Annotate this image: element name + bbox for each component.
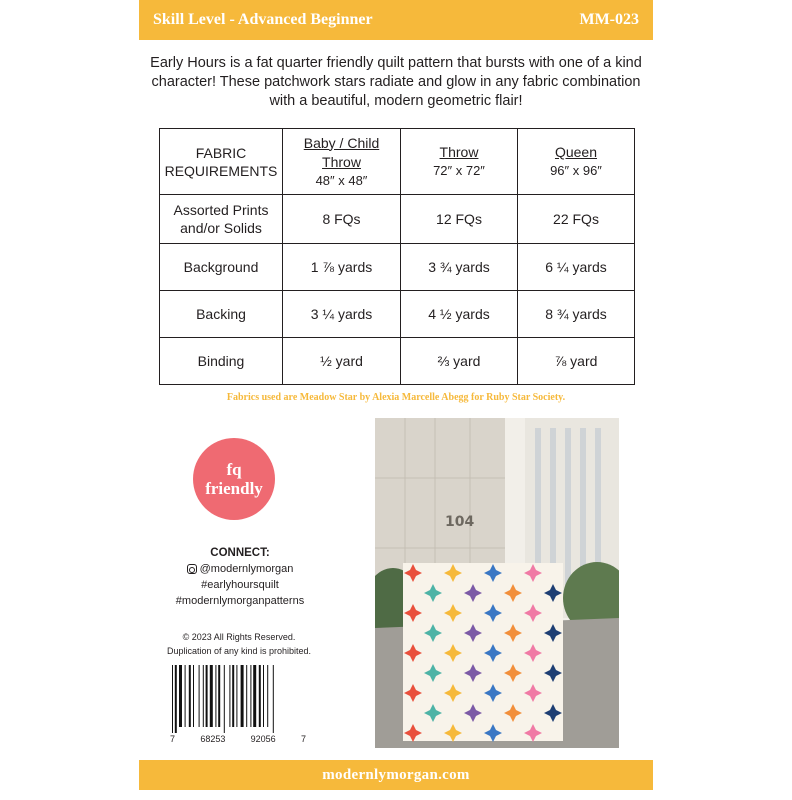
table-cell: 8 ¾ yards [518, 291, 635, 338]
table-row [160, 291, 635, 338]
barcode-bar [224, 665, 225, 733]
barcode-bar [241, 665, 244, 727]
barcode-bar [193, 665, 194, 727]
barcode-bar [246, 665, 247, 727]
footer-banner [139, 760, 653, 790]
barcode-bar [253, 665, 256, 727]
table-cell: 22 FQs [518, 195, 635, 244]
barcode-bar [189, 665, 191, 727]
size-header-throw: Throw 72″ x 72″ [401, 129, 518, 195]
instagram-icon [187, 564, 197, 574]
hashtag-quilt: #earlyhoursquilt [201, 579, 279, 591]
barcode-bar [203, 665, 204, 727]
barcode-bar [236, 665, 237, 727]
table-cell: 4 ½ yards [401, 291, 518, 338]
row-label: Backing [160, 291, 283, 338]
pattern-code: MM-023 [579, 11, 639, 28]
barcode-bar [263, 665, 264, 727]
size-header-baby: Baby / Child Throw 48″ x 48″ [283, 129, 401, 195]
table-cell: 3 ¾ yards [401, 244, 518, 291]
row-label: Assorted Prints and/or Solids [160, 195, 283, 244]
barcode-bar [210, 665, 213, 727]
barcode-bar [206, 665, 208, 727]
barcode-bar [232, 665, 234, 727]
barcode-bar [175, 665, 177, 733]
table-header-row [160, 129, 635, 195]
connect-title: CONNECT: [210, 547, 270, 559]
table-cell: ⅞ yard [518, 338, 635, 385]
instagram-handle: @modernlymorgan [199, 563, 294, 575]
barcode-bar [179, 665, 182, 727]
fabric-credit: Fabrics used are Meadow Star by Alexia Marcelle Abegg for Ruby Star Society. [226, 392, 566, 403]
table-row [160, 244, 635, 291]
badge-line-2: friendly [205, 479, 263, 498]
barcode-bar [172, 665, 173, 733]
copyright-line: © 2023 All Rights Reserved. [182, 632, 296, 642]
table-cell: 1 ⅞ yards [283, 244, 401, 291]
table-corner-label: FABRIC REQUIREMENTS [160, 129, 283, 195]
quilt-photo [375, 418, 619, 748]
svg-text:104: 104 [445, 514, 475, 530]
fabric-requirements-table [159, 128, 635, 385]
size-header-queen: Queen 96″ x 96″ [518, 129, 635, 195]
table-row [160, 338, 635, 385]
intro-text: Early Hours is a fat quarter friendly quilt pattern that bursts with one of a kind character! These patchwork stars radiate and glow in any fabric combination with a beautiful, modern geometric flair! [150, 55, 642, 109]
skill-level: Skill Level - Advanced Beginner [153, 11, 373, 28]
table-cell: 3 ¼ yards [283, 291, 401, 338]
barcode-bars [170, 665, 306, 733]
barcode-bar [250, 665, 251, 727]
fq-friendly-badge [193, 438, 275, 520]
row-label: Background [160, 244, 283, 291]
website-link[interactable]: modernlymorgan.com [322, 766, 470, 783]
connect-block [170, 545, 310, 609]
instagram-handle-row [170, 561, 310, 577]
barcode-bar [215, 665, 216, 727]
barcode-bar [185, 665, 186, 727]
barcode-bar [273, 665, 274, 733]
table-cell: 6 ¼ yards [518, 244, 635, 291]
barcode [170, 665, 306, 745]
barcode-digits: 7 68253 92056 7 [170, 734, 306, 744]
table-cell: 8 FQs [283, 195, 401, 244]
barcode-bar [229, 665, 230, 727]
hashtag-patterns: #modernlymorganpatterns [175, 595, 305, 607]
quilt-photo-image [375, 418, 619, 748]
table-cell: ½ yard [283, 338, 401, 385]
barcode-bar [259, 665, 261, 727]
barcode-bar [267, 665, 268, 727]
top-banner [139, 0, 653, 40]
row-label: Binding [160, 338, 283, 385]
copyright-notice [164, 630, 314, 658]
duplication-line: Duplication of any kind is prohibited. [166, 646, 312, 656]
table-cell: 12 FQs [401, 195, 518, 244]
badge-line-1: fq [226, 460, 242, 479]
table-row [160, 195, 635, 244]
table-cell: ⅔ yard [401, 338, 518, 385]
barcode-bar [218, 665, 220, 727]
barcode-bar [199, 665, 200, 727]
